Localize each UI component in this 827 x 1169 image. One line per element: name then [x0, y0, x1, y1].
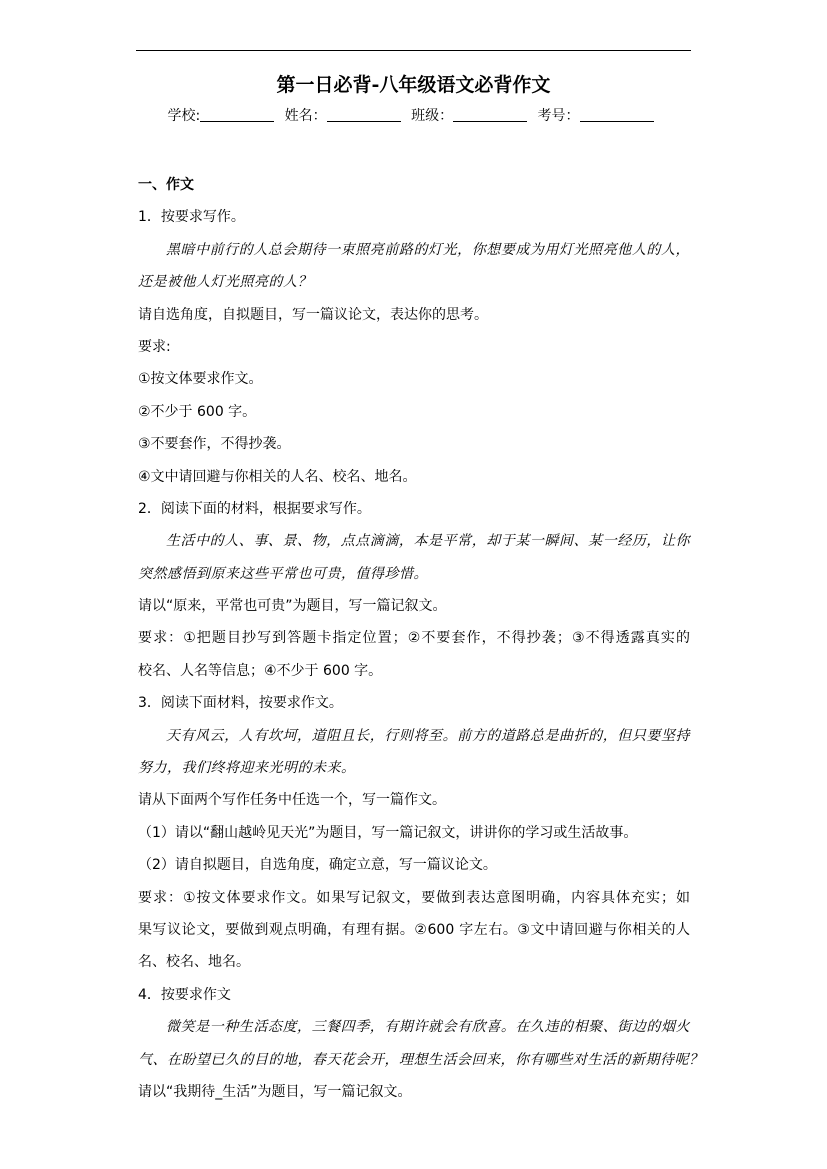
text-line: 3．阅读下面材料，按要求作文。: [138, 695, 343, 712]
text-line: 4．按要求作文: [138, 986, 231, 1003]
text-line: ④文中请回避与你相关的人名、校名、地名。: [138, 468, 417, 485]
section-heading: 一、作文: [138, 177, 194, 193]
text-line: 请从下面两个写作任务中任选一个，写一篇作文。: [138, 792, 446, 809]
name-label: 姓名：: [284, 108, 327, 124]
text-line: （2）请自拟题目，自选角度，确定立意，写一篇议论文。: [138, 857, 497, 874]
text-line: 请以“原来，平常也可贵”为题目，写一篇记叙文。: [138, 598, 447, 615]
material-line: 努力，我们终将迎来光明的未来。: [138, 760, 356, 777]
text-line: ③不要套作，不得抄袭。: [138, 436, 291, 453]
material-line: 还是被他人灯光照亮的人？: [138, 274, 312, 291]
school-label: 学校:: [167, 108, 201, 124]
name-blank[interactable]: [327, 107, 401, 122]
material-line: 微笑是一种生活态度，三餐四季，有期许就会有欣喜。在久违的相聚、街边的烟火: [166, 1019, 690, 1036]
material-line: 生活中的人、事、景、物，点点滴滴，本是平常，却于某一瞬间、某一经历，让你: [166, 533, 690, 550]
class-label: 班级：: [411, 108, 454, 124]
material-line: 黑暗中前行的人总会期待一束照亮前路的灯光，你想要成为用灯光照亮他人的人，: [166, 241, 690, 258]
text-line: 1．按要求写作。: [138, 209, 245, 226]
class-blank[interactable]: [453, 107, 527, 122]
text-line: 名、校名、地名。: [138, 954, 250, 971]
number-blank[interactable]: [580, 107, 654, 122]
text-line: 校名、人名等信息；④不少于 600 字。: [138, 662, 383, 679]
student-info-row: [0, 105, 827, 127]
material-line: 天有风云，人有坎坷，道阻且长，行则将至。前方的道路总是曲折的，但只要坚持: [166, 727, 690, 744]
text-line: 要求:: [138, 338, 171, 355]
document-body: [138, 169, 704, 1108]
text-line: 2．阅读下面的材料，根据要求写作。: [138, 500, 371, 517]
text-line: 果写议论文，要做到观点明确，有理有据。②600 字左右。③文中请回避与你相关的人: [138, 921, 690, 938]
number-label: 考号：: [537, 108, 580, 124]
text-line: 请自选角度，自拟题目，写一篇议论文，表达你的思考。: [138, 306, 488, 323]
text-line: （1）请以“翻山越岭见天光”为题目，写一篇记叙文，讲讲你的学习或生活故事。: [138, 824, 638, 841]
text-line: 要求：①按文体要求作文。如果写记叙文，要做到表达意图明确，内容具体充实；如: [138, 889, 690, 906]
school-blank[interactable]: [200, 107, 274, 122]
page-title: 第一日必背-八年级语文必背作文: [276, 74, 551, 96]
header-rule: [136, 50, 691, 51]
text-line: ②不少于 600 字。: [138, 403, 257, 420]
text-line: 请以“我期待_生活”为题目，写一篇记叙文。: [138, 1083, 412, 1100]
text-line: 要求：①把题目抄写到答题卡指定位置；②不要套作，不得抄袭；③不得透露真实的: [138, 630, 690, 647]
text-line: ①按文体要求作文。: [138, 371, 263, 388]
material-line: 气、在盼望已久的目的地，春天花会开，理想生活会回来，你有哪些对生活的新期待呢？: [138, 1051, 704, 1068]
material-line: 突然感悟到原来这些平常也可贵，值得珍惜。: [138, 565, 428, 582]
